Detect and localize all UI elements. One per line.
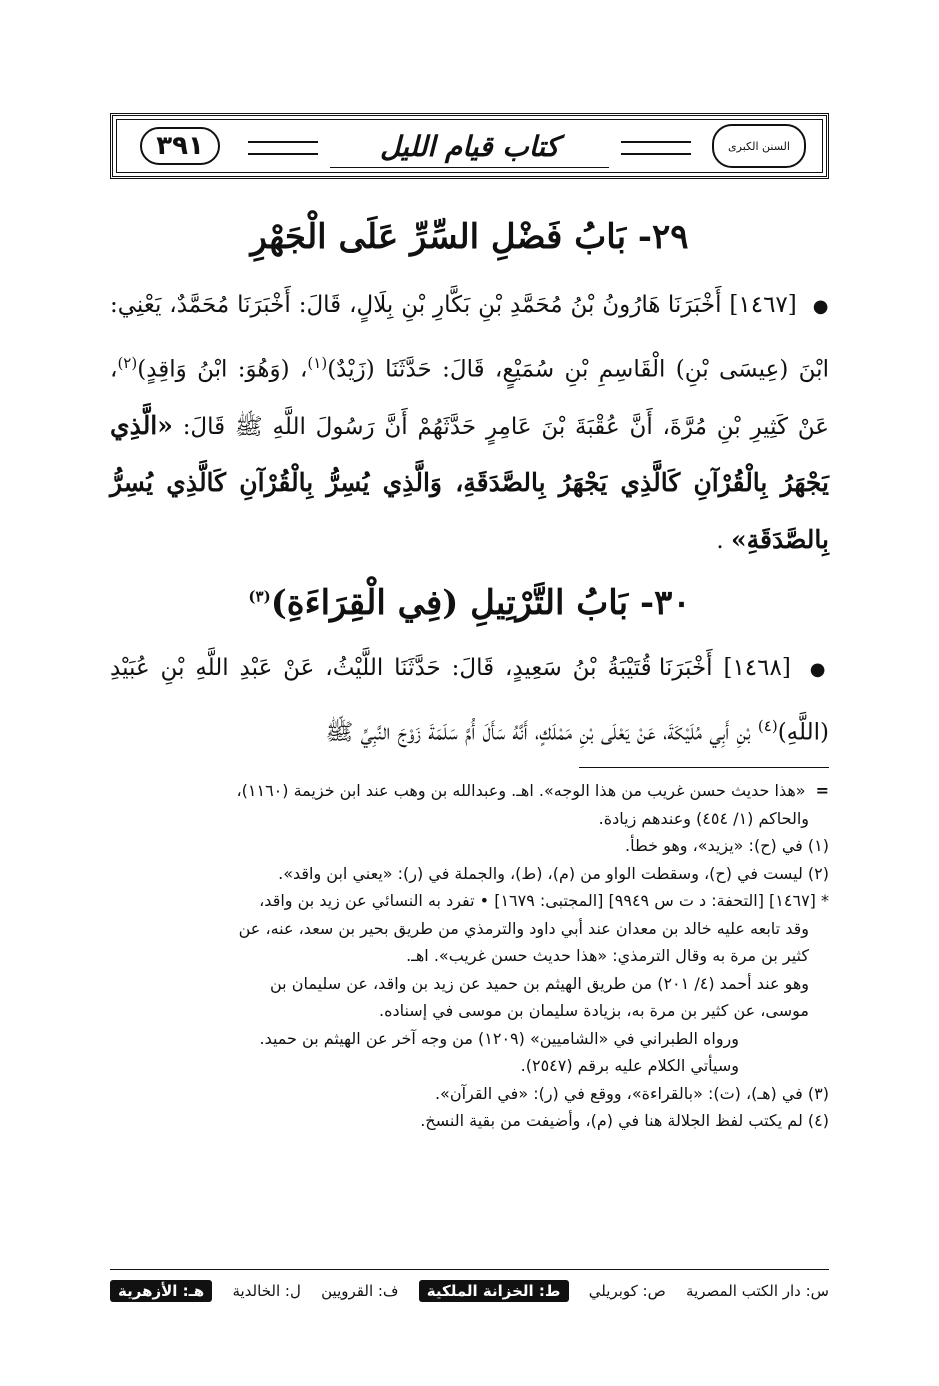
header-emblem <box>699 123 819 169</box>
footnote-line: =«هذا حديث حسن غريب من هذا الوجه». اهـ. وعبدالله بن وهب عند ابن خزيمة (١١٦٠)، <box>236 781 829 800</box>
section-heading: ٢٩- بَابُ فَضْلِ السِّرِّ عَلَى الْجَهْرِ <box>250 217 689 257</box>
hadith-text: بْنِ أَبِي مُلَيْكَةَ، عَنْ يَعْلَى بْنِ مَمْلَكٍ، أَنَّهُ سَأَلَ أُمَّ سَلَمَةَ زَوْجَ النَّبِيِّ ﷺ <box>325 719 751 746</box>
footnote-line: ورواه الطبراني في «الشاميين» (١٢٠٩) من وجه آخر عن الهيثم بن حميد. <box>259 1028 739 1048</box>
footnotes <box>110 777 829 1135</box>
page-number-cap <box>120 123 240 169</box>
legend-item-highlighted: ط: الخزانة الملكية <box>419 1280 569 1302</box>
hadith-quote: «الَّذِي يَجْهَرُ بِالْقُرْآنِ كَالَّذِي يَجْهَرُ بِالصَّدَقَةِ، وَالَّذِي يُسِرُّ بِالْقُرْآنِ كَالَّذِي يُسِرُّ بِالصَّدَقَةِ» <box>110 410 829 554</box>
footnote-ref: (٣) <box>248 587 271 606</box>
hadith-text: ، (وَهُوَ: ابْنُ وَاقِدٍ) <box>137 356 308 383</box>
footnote-line: * [١٤٦٧] [التحفة: د ت س ٩٩٤٩] [المجتبى: ١٦٧٩] • تفرد به النسائي عن زيد بن واقد، <box>259 891 829 910</box>
footnote-separator <box>579 767 829 768</box>
page <box>110 105 829 1346</box>
legend-item: ف: القرويين <box>321 1282 399 1300</box>
legend-separator <box>110 1269 829 1270</box>
legend-item: س: دار الكتب المصرية <box>686 1282 829 1300</box>
section-heading: ٣٠- بَابُ التَّرْتِيلِ (فِي الْقِرَاءَةِ)$^{(٣)}$ <box>248 583 691 623</box>
footnote-line: وهو عند أحمد (٤/ ٢٠١) من طريق الهيثم بن حميد عن زيد بن واقد، عن سليمان بن <box>269 973 809 993</box>
footnote-ref: (١) <box>307 354 328 372</box>
footnote-line: (١) في (ح): «يزيد»، وهو خطأ. <box>625 836 829 855</box>
manuscript-legend <box>110 1275 829 1307</box>
bullet-icon: ● <box>812 296 830 317</box>
footnote-line: وقد تابعه عليه خالد بن معدان عند أبي داود والترمذي من طريق بحير بن سعد، عنه، عن <box>238 918 809 938</box>
footnote-ref: (٢) <box>117 354 138 372</box>
hadith-text: أَخْبَرَنَا قُتَيْبَةُ بْنُ سَعِيدٍ، قَالَ: حَدَّثَنَا اللَّيْثُ، عَنْ عَبْدِ اللَّهِ بْنِ عُبَيْدِ (اللَّهِ) <box>110 655 829 746</box>
hadith-text: ، عَنْ كَثِيرِ بْنِ مُرَّةَ، أَنَّ عُقْبَةَ بْنَ عَامِرٍ حَدَّثَهُمْ أَنَّ رَسُولَ اللَّهِ ﷺ قَالَ: <box>110 356 830 440</box>
footnote-line: والحاكم (١/ ٤٥٤) وعندهم زيادة. <box>598 808 809 828</box>
hadith-number: [١٤٦٨] <box>723 655 791 681</box>
hadith-paragraph <box>110 640 829 761</box>
hadith-number: [١٤٦٧] <box>729 292 797 318</box>
bullet-icon: ● <box>809 659 830 680</box>
footnote-line: وسيأتي الكلام عليه برقم (٢٥٤٧). <box>520 1056 739 1075</box>
footnote-line: (٢) ليست في (ح)، وسقطت الواو من (م)، (ط)، والجملة في (ر): «يعني ابن واقد». <box>278 863 829 883</box>
footnote-line: (٣) في (هـ)، (ت): «بالقراءة»، ووقع في (ر): «في القرآن». <box>434 1083 829 1103</box>
book-title: كتاب قيام الليل <box>330 125 609 168</box>
page-header <box>110 113 829 179</box>
hadith-text: أَخْبَرَنَا هَارُونُ بْنُ مُحَمَّدِ بْنِ بَكَّارِ بْنِ بِلَالٍ، قَالَ: أَخْبَرَنَا مُحَمَّدٌ، يَعْنِي: ابْنَ (عِيسَى بْنِ) الْقَاسِمِ بْنِ سُمَيْعٍ، قَالَ: حَدَّثَنَا (زَيْدٌ) <box>110 292 829 383</box>
legend-item-highlighted: هـ: الأزهرية <box>110 1280 212 1302</box>
hadith-end: . <box>716 527 724 554</box>
emblem-icon: السنن الكبرى <box>712 124 806 168</box>
page-number: ٣٩١ <box>140 127 220 165</box>
footnote-line: (٤) لم يكتب لفظ الجلالة هنا في (م)، وأضيفت من بقية النسخ. <box>420 1111 829 1130</box>
footnote-line: موسى، عن كثير بن مرة به، بزيادة سليمان بن موسى في إسناده. <box>379 1001 809 1020</box>
continuation-mark: = <box>815 781 829 800</box>
legend-item: ص: كوبريلي <box>588 1282 666 1300</box>
ornament-chain <box>621 141 691 155</box>
legend-item: ل: الخالدية <box>232 1282 301 1300</box>
footnote-line: كثير بن مرة به وقال الترمذي: «هذا حديث حسن غريب». اهـ. <box>406 946 809 965</box>
ornament-chain <box>248 141 318 155</box>
footnote-ref: (٤) <box>757 717 778 735</box>
hadith-paragraph <box>110 277 829 569</box>
